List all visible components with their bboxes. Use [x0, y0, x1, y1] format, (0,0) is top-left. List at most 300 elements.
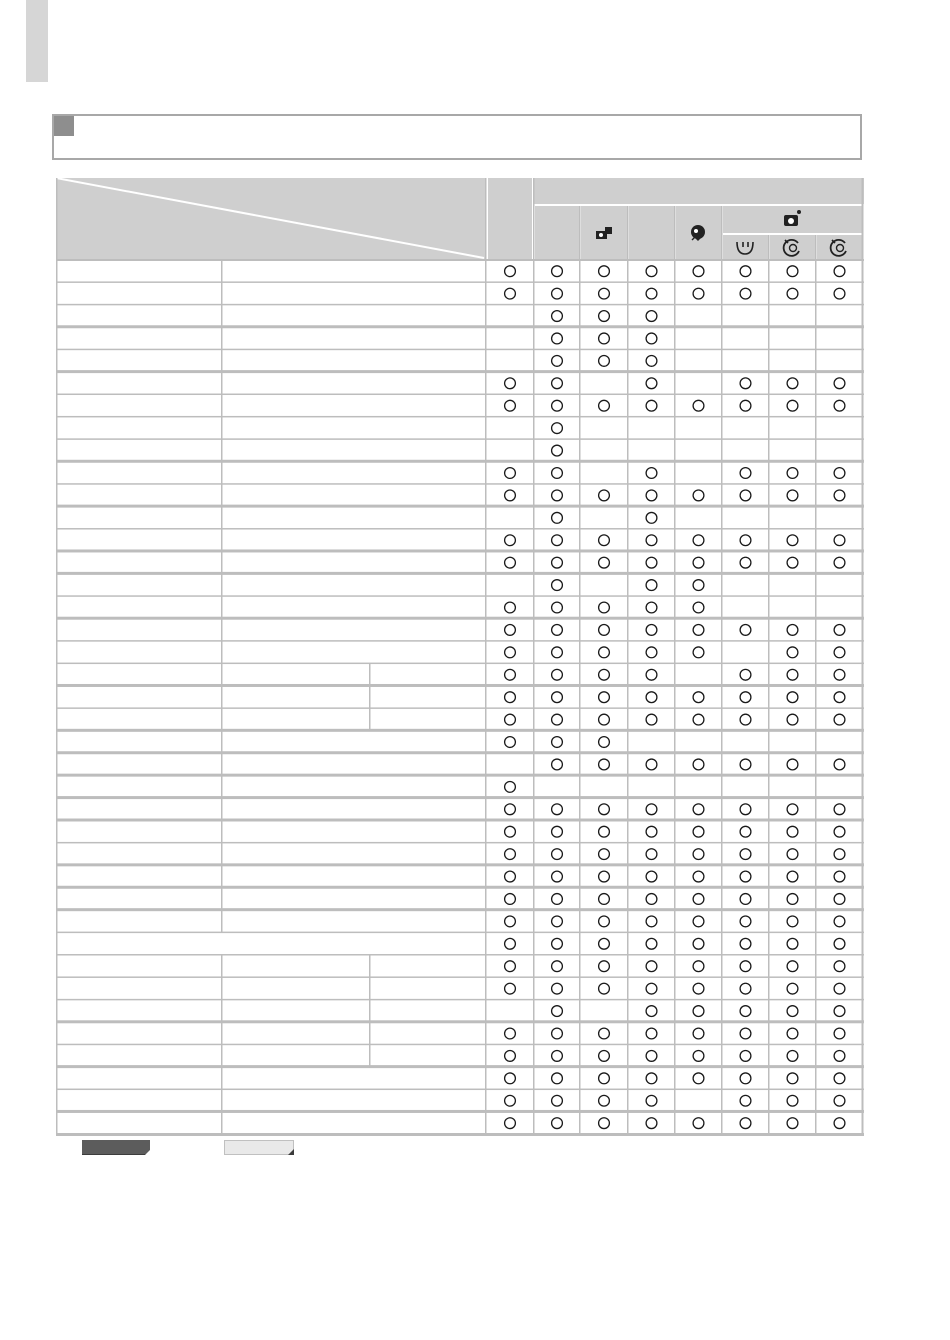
availability-mark	[787, 1073, 798, 1084]
body-bottom-border	[56, 1133, 864, 1136]
availability-mark	[834, 535, 845, 546]
availability-mark	[552, 826, 563, 837]
availability-mark	[693, 647, 704, 658]
availability-mark	[834, 400, 845, 411]
availability-mark	[552, 1073, 563, 1084]
availability-mark	[599, 400, 610, 411]
column-separator	[485, 178, 487, 1136]
availability-mark	[646, 714, 657, 725]
availability-mark	[646, 333, 657, 344]
table-row	[56, 938, 864, 955]
label-divider	[221, 1090, 223, 1112]
row-separator	[56, 325, 864, 328]
availability-mark	[834, 647, 845, 658]
availability-mark	[787, 894, 798, 905]
column-separator	[815, 235, 817, 1136]
availability-mark	[599, 625, 610, 636]
availability-mark	[740, 938, 751, 949]
availability-mark	[834, 1095, 845, 1106]
availability-mark	[505, 692, 516, 703]
legend	[82, 1140, 312, 1160]
availability-mark	[834, 1051, 845, 1062]
availability-mark	[552, 423, 563, 434]
availability-mark	[693, 714, 704, 725]
availability-mark	[740, 983, 751, 994]
availability-mark	[599, 557, 610, 568]
row-separator	[56, 908, 864, 911]
availability-mark	[693, 1073, 704, 1084]
availability-mark	[505, 938, 516, 949]
row-separator	[56, 886, 864, 889]
table-row	[56, 826, 864, 843]
availability-mark	[834, 894, 845, 905]
availability-mark	[834, 961, 845, 972]
availability-mark	[505, 669, 516, 680]
availability-mark	[787, 1095, 798, 1106]
availability-mark	[505, 714, 516, 725]
availability-mark	[693, 804, 704, 815]
row-separator	[56, 932, 864, 934]
availability-mark	[505, 961, 516, 972]
availability-mark	[740, 468, 751, 479]
availability-mark	[787, 714, 798, 725]
availability-mark	[552, 1006, 563, 1017]
row-separator	[56, 595, 864, 597]
table-row	[56, 468, 864, 485]
availability-mark	[740, 961, 751, 972]
availability-mark	[505, 849, 516, 860]
availability-mark	[787, 849, 798, 860]
availability-mark	[787, 759, 798, 770]
label-divider	[221, 798, 223, 820]
availability-mark	[646, 647, 657, 658]
label-divider	[221, 1022, 223, 1044]
legend-dark-swatch	[82, 1140, 150, 1155]
header-column-6	[723, 235, 768, 260]
availability-mark	[552, 938, 563, 949]
table-row	[56, 737, 864, 755]
availability-mark	[646, 1095, 657, 1106]
label-divider	[221, 821, 223, 843]
table-row	[56, 1095, 864, 1113]
row-separator	[56, 796, 864, 799]
row-separator	[56, 819, 864, 822]
availability-mark	[505, 490, 516, 501]
availability-mark	[552, 602, 563, 613]
availability-mark	[740, 714, 751, 725]
availability-mark	[646, 490, 657, 501]
table-row	[56, 759, 864, 777]
availability-mark	[646, 535, 657, 546]
availability-mark	[834, 692, 845, 703]
label-divider	[221, 776, 223, 798]
availability-mark	[787, 938, 798, 949]
availability-mark	[599, 647, 610, 658]
availability-mark	[505, 804, 516, 815]
availability-mark	[740, 1118, 751, 1129]
availability-mark	[646, 557, 657, 568]
table-row	[56, 333, 864, 350]
availability-mark	[646, 311, 657, 322]
availability-mark	[693, 490, 704, 501]
availability-mark	[552, 557, 563, 568]
column-separator	[768, 235, 770, 1136]
availability-mark	[552, 266, 563, 277]
label-divider	[221, 439, 223, 461]
label-divider	[221, 551, 223, 573]
availability-mark	[693, 1028, 704, 1039]
availability-mark	[787, 916, 798, 927]
availability-mark	[552, 1118, 563, 1129]
table-row	[56, 580, 864, 597]
availability-mark	[552, 804, 563, 815]
table-row	[56, 512, 864, 529]
function-availability-table	[56, 178, 864, 1136]
table-row	[56, 894, 864, 912]
row-separator	[56, 1089, 864, 1091]
availability-mark	[834, 1028, 845, 1039]
availability-mark	[646, 468, 657, 479]
availability-mark	[834, 468, 845, 479]
availability-mark	[646, 804, 657, 815]
row-separator	[56, 1065, 864, 1068]
availability-mark	[646, 602, 657, 613]
label-divider	[221, 977, 223, 999]
label-divider	[221, 417, 223, 439]
availability-mark	[787, 983, 798, 994]
table-row	[56, 804, 864, 822]
table-row	[56, 916, 864, 933]
availability-mark	[693, 961, 704, 972]
availability-mark	[834, 557, 845, 568]
row-separator	[56, 304, 864, 306]
availability-mark	[505, 625, 516, 636]
table-row	[56, 1006, 864, 1024]
label-subdivider	[369, 664, 371, 686]
availability-mark	[599, 894, 610, 905]
label-divider	[221, 865, 223, 887]
label-divider	[221, 1112, 223, 1134]
page-edge-tab	[26, 0, 48, 82]
row-separator	[56, 505, 864, 508]
availability-mark	[646, 669, 657, 680]
availability-mark	[505, 1118, 516, 1129]
availability-mark	[599, 961, 610, 972]
column-separator	[674, 206, 676, 1136]
legend-light-swatch	[224, 1140, 294, 1155]
availability-mark	[787, 1118, 798, 1129]
row-separator	[56, 640, 864, 642]
availability-mark	[740, 1006, 751, 1017]
availability-mark	[834, 871, 845, 882]
availability-mark	[787, 266, 798, 277]
availability-mark	[740, 916, 751, 927]
table-row	[56, 266, 864, 283]
availability-mark	[646, 826, 657, 837]
label-subdivider	[369, 686, 371, 708]
label-divider	[221, 641, 223, 663]
availability-mark	[505, 1073, 516, 1084]
availability-mark	[787, 647, 798, 658]
label-divider	[221, 305, 223, 327]
table-row	[56, 692, 864, 709]
availability-mark	[505, 468, 516, 479]
table-row	[56, 490, 864, 508]
header-column-2	[535, 206, 579, 260]
availability-mark	[599, 333, 610, 344]
row-separator	[56, 663, 864, 665]
table-row	[56, 557, 864, 575]
availability-mark	[740, 826, 751, 837]
availability-mark	[552, 400, 563, 411]
availability-mark	[740, 1095, 751, 1106]
availability-mark	[787, 625, 798, 636]
availability-mark	[599, 692, 610, 703]
availability-mark	[552, 311, 563, 322]
availability-mark	[740, 400, 751, 411]
row-separator	[56, 863, 864, 866]
availability-mark	[787, 804, 798, 815]
row-separator	[56, 1020, 864, 1023]
table-row	[56, 714, 864, 732]
availability-mark	[505, 266, 516, 277]
availability-mark	[834, 759, 845, 770]
row-separator	[56, 549, 864, 552]
availability-mark	[552, 849, 563, 860]
availability-mark	[740, 1073, 751, 1084]
availability-mark	[505, 400, 516, 411]
availability-mark	[552, 669, 563, 680]
availability-mark	[552, 894, 563, 905]
label-divider	[221, 484, 223, 506]
availability-mark	[552, 355, 563, 366]
availability-mark	[740, 894, 751, 905]
availability-mark	[646, 1051, 657, 1062]
availability-mark	[693, 557, 704, 568]
row-separator	[56, 1044, 864, 1046]
label-divider	[221, 462, 223, 484]
availability-mark	[552, 490, 563, 501]
availability-mark	[740, 625, 751, 636]
availability-mark	[599, 759, 610, 770]
availability-mark	[693, 580, 704, 591]
row-separator	[56, 751, 864, 754]
availability-mark	[834, 1073, 845, 1084]
availability-mark	[552, 445, 563, 456]
availability-mark	[834, 849, 845, 860]
table-row	[56, 871, 864, 889]
availability-mark	[646, 355, 657, 366]
availability-mark	[646, 266, 657, 277]
availability-mark	[599, 355, 610, 366]
table-row	[56, 602, 864, 620]
label-subdivider	[369, 977, 371, 999]
row-separator	[56, 394, 864, 396]
label-divider	[221, 619, 223, 641]
availability-mark	[552, 512, 563, 523]
label-divider	[221, 1045, 223, 1067]
body-top-border	[56, 259, 864, 261]
availability-mark	[834, 1006, 845, 1017]
availability-mark	[646, 400, 657, 411]
availability-mark	[599, 804, 610, 815]
availability-mark	[740, 1051, 751, 1062]
label-divider	[221, 753, 223, 775]
availability-mark	[693, 535, 704, 546]
label-divider	[221, 372, 223, 394]
availability-mark	[505, 781, 516, 792]
availability-mark	[552, 1095, 563, 1106]
availability-mark	[787, 557, 798, 568]
table-row	[56, 983, 864, 1000]
availability-mark	[646, 692, 657, 703]
availability-mark	[505, 737, 516, 748]
availability-mark	[505, 647, 516, 658]
availability-mark	[599, 311, 610, 322]
availability-mark	[834, 938, 845, 949]
column-separator	[721, 206, 723, 1136]
label-divider	[221, 686, 223, 708]
availability-mark	[693, 692, 704, 703]
availability-mark	[552, 625, 563, 636]
availability-mark	[693, 1118, 704, 1129]
availability-mark	[646, 625, 657, 636]
availability-mark	[599, 849, 610, 860]
header-column-group	[534, 178, 864, 204]
availability-mark	[834, 288, 845, 299]
availability-mark	[599, 826, 610, 837]
availability-mark	[646, 512, 657, 523]
label-divider	[221, 955, 223, 977]
table-row	[56, 1028, 864, 1045]
availability-mark	[505, 1095, 516, 1106]
availability-mark	[599, 266, 610, 277]
availability-mark	[599, 1051, 610, 1062]
table-row	[56, 423, 864, 440]
availability-mark	[787, 288, 798, 299]
availability-mark	[787, 669, 798, 680]
header-column-4	[629, 206, 674, 260]
row-separator	[56, 729, 864, 732]
row-separator	[56, 976, 864, 978]
availability-mark	[599, 1118, 610, 1129]
availability-mark	[693, 916, 704, 927]
availability-mark	[693, 849, 704, 860]
availability-mark	[740, 804, 751, 815]
availability-mark	[646, 580, 657, 591]
availability-mark	[552, 1028, 563, 1039]
availability-mark	[646, 759, 657, 770]
availability-mark	[834, 490, 845, 501]
label-divider	[221, 350, 223, 372]
availability-mark	[740, 871, 751, 882]
availability-mark	[646, 1118, 657, 1129]
label-divider	[221, 395, 223, 417]
table-row	[56, 378, 864, 395]
availability-mark	[599, 916, 610, 927]
availability-mark	[693, 759, 704, 770]
availability-mark	[646, 849, 657, 860]
label-divider	[221, 1067, 223, 1089]
availability-mark	[646, 961, 657, 972]
label-subdivider	[369, 955, 371, 977]
availability-mark	[646, 1073, 657, 1084]
availability-mark	[505, 916, 516, 927]
table-row	[56, 1073, 864, 1090]
availability-mark	[505, 1028, 516, 1039]
availability-mark	[787, 400, 798, 411]
table-row	[56, 781, 864, 799]
availability-mark	[787, 826, 798, 837]
row-separator	[56, 842, 864, 844]
availability-mark	[552, 871, 563, 882]
availability-mark	[552, 535, 563, 546]
section-marker-square	[54, 116, 74, 136]
availability-mark	[552, 580, 563, 591]
availability-mark	[599, 938, 610, 949]
availability-mark	[646, 1028, 657, 1039]
availability-mark	[834, 983, 845, 994]
availability-mark	[552, 759, 563, 770]
row-separator	[56, 572, 864, 575]
availability-mark	[740, 1028, 751, 1039]
availability-mark	[787, 490, 798, 501]
row-separator	[56, 1110, 864, 1113]
availability-mark	[693, 400, 704, 411]
availability-mark	[693, 983, 704, 994]
row-separator	[56, 999, 864, 1001]
label-divider	[221, 664, 223, 686]
availability-mark	[505, 983, 516, 994]
availability-mark	[787, 1028, 798, 1039]
row-separator	[56, 483, 864, 485]
header-column-1	[488, 178, 532, 260]
availability-mark	[834, 916, 845, 927]
availability-mark	[505, 894, 516, 905]
availability-mark	[693, 1006, 704, 1017]
availability-mark	[834, 378, 845, 389]
section-header-box	[52, 114, 862, 160]
table-row	[56, 400, 864, 417]
availability-mark	[552, 378, 563, 389]
availability-mark	[693, 826, 704, 837]
availability-mark	[646, 894, 657, 905]
label-divider	[221, 708, 223, 730]
availability-mark	[787, 692, 798, 703]
availability-mark	[834, 714, 845, 725]
table-row	[56, 311, 864, 329]
label-divider	[221, 731, 223, 753]
availability-mark	[740, 557, 751, 568]
availability-mark	[693, 894, 704, 905]
row-separator	[56, 370, 864, 373]
label-divider	[221, 282, 223, 304]
availability-mark	[599, 669, 610, 680]
label-divider	[221, 843, 223, 865]
row-separator	[56, 617, 864, 620]
availability-mark	[599, 871, 610, 882]
availability-mark	[505, 826, 516, 837]
label-subdivider	[369, 708, 371, 730]
label-divider	[221, 507, 223, 529]
table-row	[56, 1118, 864, 1135]
label-subdivider	[369, 1045, 371, 1067]
row-separator	[56, 349, 864, 351]
availability-mark	[646, 1006, 657, 1017]
label-divider	[221, 574, 223, 596]
availability-mark	[740, 669, 751, 680]
availability-mark	[787, 468, 798, 479]
